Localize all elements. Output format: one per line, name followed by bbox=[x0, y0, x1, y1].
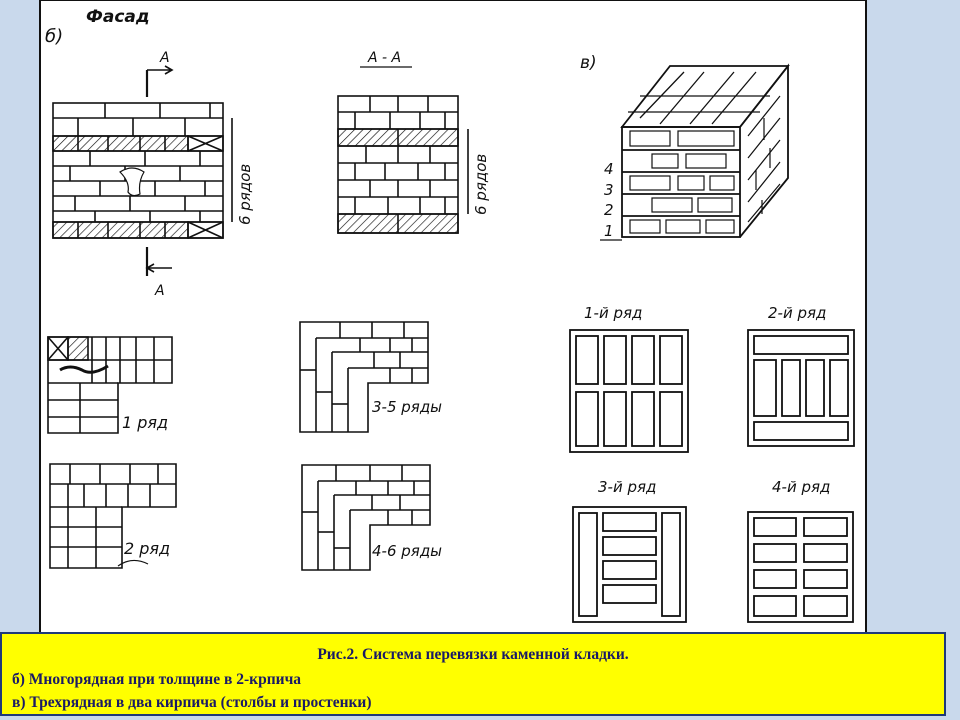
caption-line-b: б) Многорядная при толщине в 2-крпича bbox=[12, 671, 302, 688]
section-six-rows-label: 6 рядов bbox=[472, 153, 490, 215]
panel-b-label: б) bbox=[45, 26, 64, 47]
plan-row-1-label: 1 ряд bbox=[122, 413, 169, 432]
section-aa-title: А - А bbox=[368, 50, 402, 66]
section-letter-top: А bbox=[160, 50, 170, 66]
caption-line-v: в) Трехрядная в два кирпича (столбы и простенки) bbox=[12, 694, 372, 711]
pillar-row-4-label: 4-й ряд bbox=[772, 478, 831, 496]
facade-label: Фасад bbox=[86, 7, 150, 27]
caption-box bbox=[0, 632, 946, 716]
course-number-2: 2 bbox=[604, 201, 614, 219]
course-number-1: 1 bbox=[604, 222, 614, 240]
plan-rows-3-5-label: 3-5 ряды bbox=[372, 398, 443, 416]
course-number-4: 4 bbox=[604, 160, 614, 178]
pillar-row-2-label: 2-й ряд bbox=[768, 304, 827, 322]
facade-six-rows-label: 6 рядов bbox=[236, 163, 254, 225]
pillar-row-1-label: 1-й ряд bbox=[584, 304, 643, 322]
panel-v-label: в) bbox=[580, 53, 597, 73]
caption-title: Рис.2. Система перевязки каменной кладки. bbox=[317, 646, 629, 663]
section-letter-bottom: А bbox=[155, 283, 165, 299]
plan-rows-4-6-label: 4-6 ряды bbox=[372, 542, 443, 560]
pillar-row-3-label: 3-й ряд bbox=[598, 478, 657, 496]
course-number-3: 3 bbox=[604, 181, 614, 199]
plan-row-2-label: 2 ряд bbox=[124, 539, 171, 558]
